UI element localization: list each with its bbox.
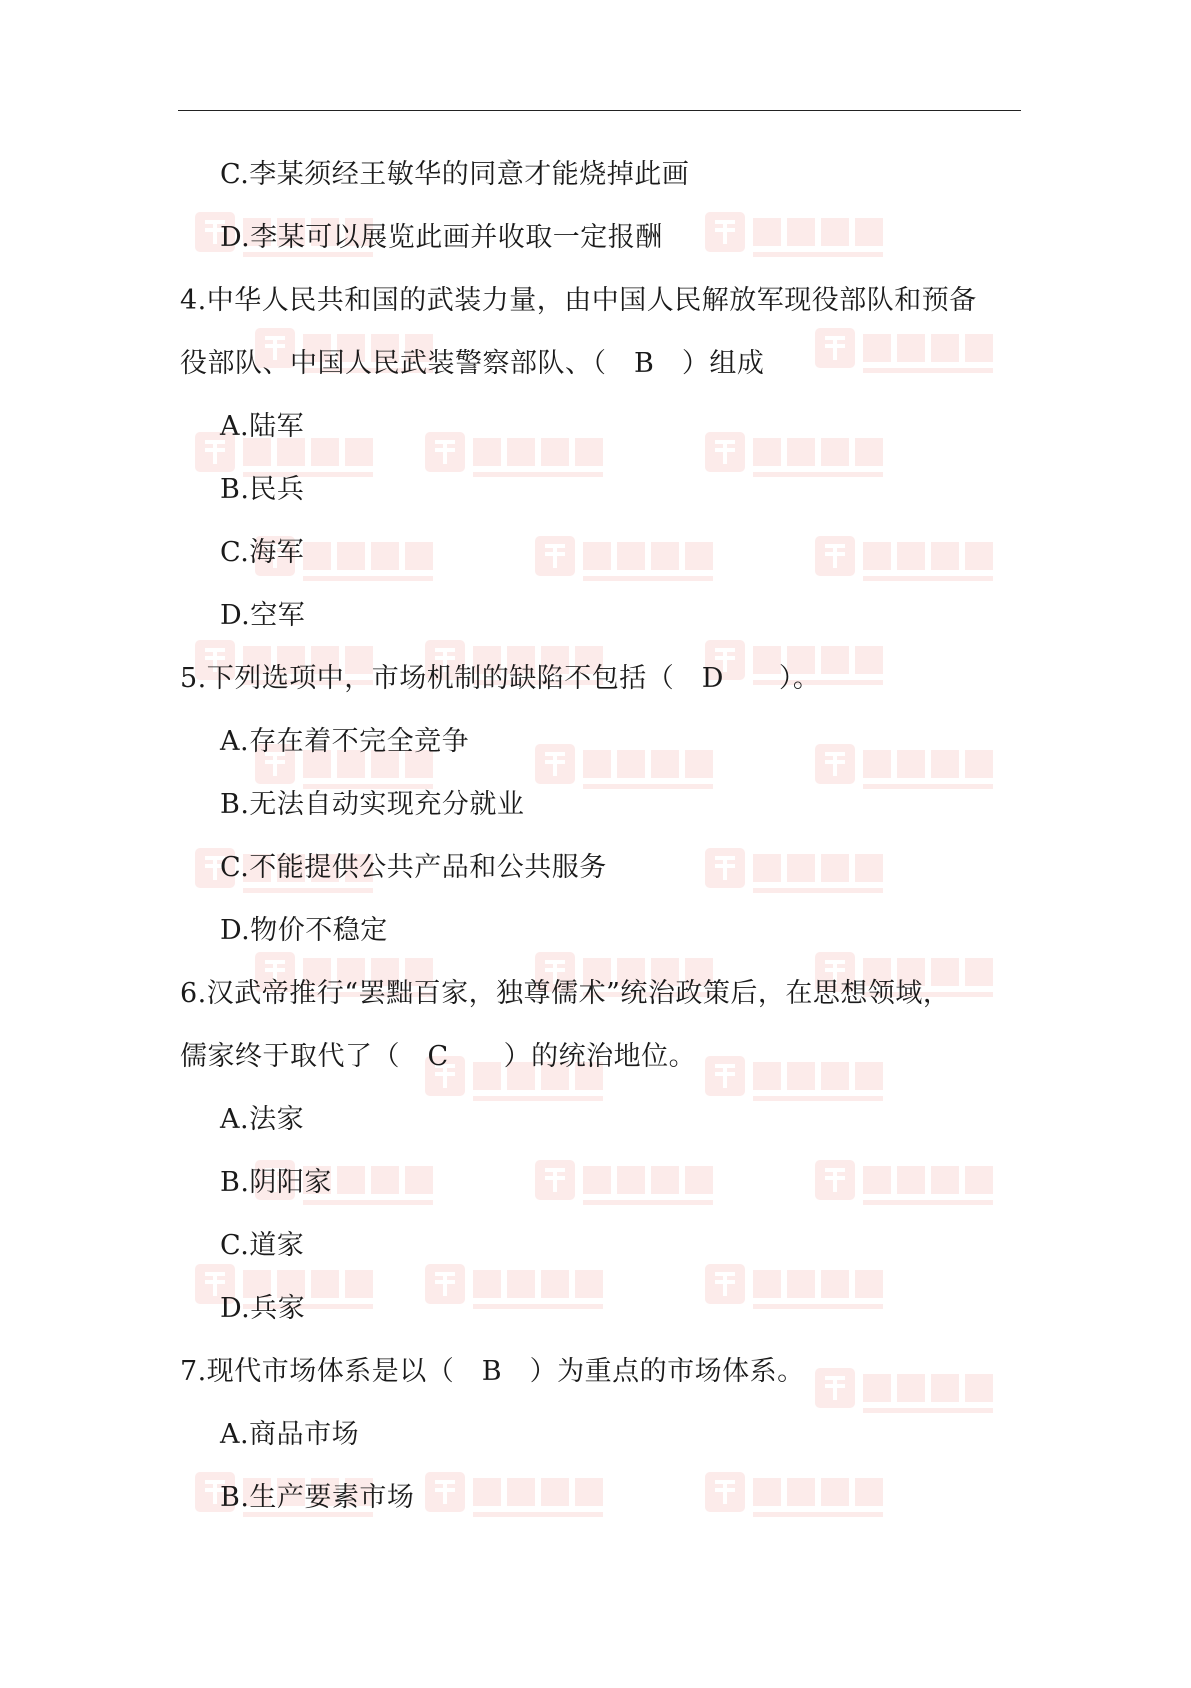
option-b-q4: B.民兵 (220, 474, 305, 505)
option-b-q7: B.生产要素市场 (220, 1482, 415, 1513)
question-4-line-1: 4.中华人民共和国的武装力量，由中国人民解放军现役部队和预备 (180, 285, 977, 316)
option-c-q6: C.道家 (220, 1230, 305, 1261)
option-d-q6: D.兵家 (220, 1293, 306, 1324)
option-c-q4: C.海军 (220, 537, 305, 568)
question-6-line-2: 儒家终于取代了（ C ）的统治地位。 (180, 1041, 697, 1072)
option-c-q5: C.不能提供公共产品和公共服务 (220, 852, 607, 883)
option-d-q4: D.空军 (220, 600, 306, 631)
option-b-q5: B.无法自动实现充分就业 (220, 789, 525, 820)
question-4-line-2: 役部队、中国人民武装警察部队、（ B ）组成 (180, 348, 765, 379)
question-5: 5.下列选项中，市场机制的缺陷不包括（ D ）。 (180, 663, 821, 694)
option-a-q5: A.存在着不完全竞争 (220, 726, 470, 757)
question-6-line-1: 6.汉武帝推行“罢黜百家，独尊儒术”统治政策后，在思想领域， (180, 978, 951, 1009)
option-c-q3: C.李某须经王敏华的同意才能烧掉此画 (220, 159, 690, 190)
option-b-q6: B.阴阳家 (220, 1167, 332, 1198)
option-d-q5: D.物价不稳定 (220, 915, 388, 946)
option-d-q3: D.李某可以展览此画并收取一定报酬 (220, 222, 663, 253)
option-a-q6: A.法家 (220, 1104, 305, 1135)
option-a-q4: A.陆军 (220, 411, 305, 442)
option-a-q7: A.商品市场 (220, 1419, 360, 1450)
question-7: 7.现代市场体系是以（ B ）为重点的市场体系。 (180, 1356, 805, 1387)
